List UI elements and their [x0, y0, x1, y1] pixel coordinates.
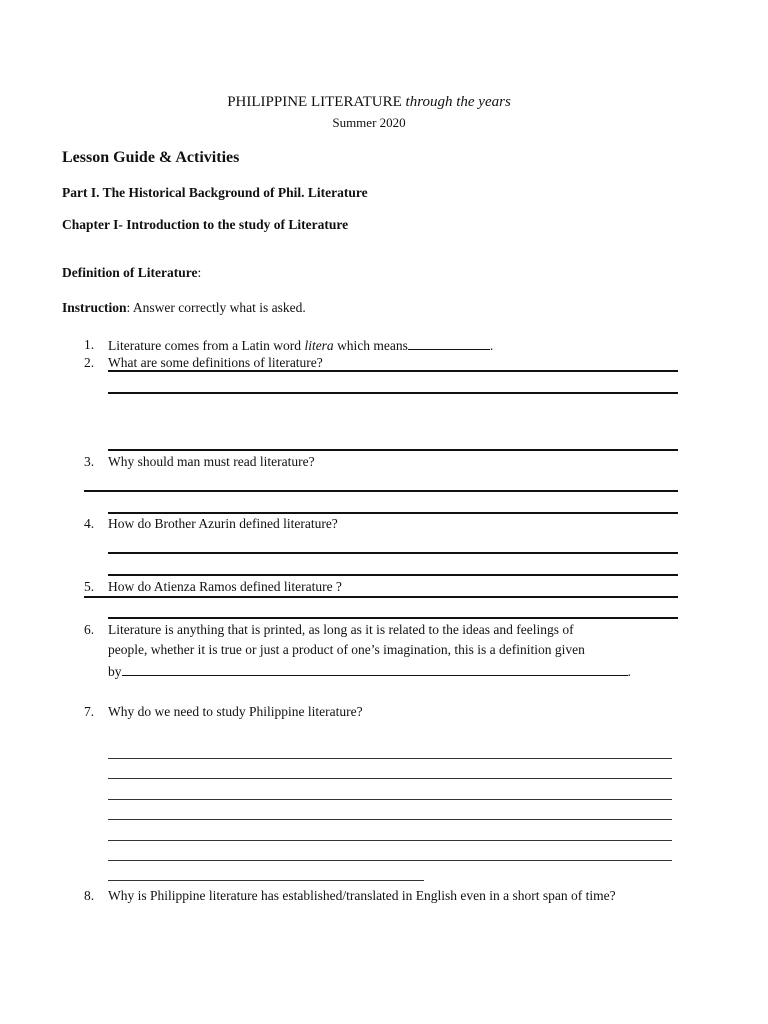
q5-answer-line[interactable]: [84, 596, 678, 598]
q1-text-italic: litera: [304, 338, 334, 353]
q2-number: 2.: [84, 355, 95, 370]
q8-number: 8.: [84, 888, 95, 903]
q1-answer-blank[interactable]: [408, 337, 490, 350]
q7-text: Why do we need to study Philippine literature?: [108, 704, 363, 719]
q6-text-line3: [108, 663, 631, 680]
q3-number: 3.: [84, 454, 95, 469]
q1-text: [108, 337, 493, 354]
q3-text: Why should man must read literature?: [108, 454, 315, 469]
definition-label: [62, 265, 201, 281]
q2-answer-line[interactable]: [108, 449, 678, 451]
q4-number: 4.: [84, 516, 95, 531]
lesson-heading: Lesson Guide & Activities: [62, 149, 240, 166]
q4-text: How do Brother Azurin defined literature?: [108, 516, 338, 531]
instruction-label: Instruction: [62, 300, 127, 315]
q7-answer-line[interactable]: [108, 758, 672, 759]
q1-number: 1.: [84, 337, 95, 352]
q2-answer-line[interactable]: [108, 392, 678, 394]
instruction-text: : Answer correctly what is asked.: [126, 300, 306, 315]
q3-answer-line[interactable]: [108, 512, 678, 514]
title-main: PHILIPPINE LITERATURE: [227, 94, 402, 110]
q8-text: Why is Philippine literature has established/translated in English even in a short span of time?: [108, 888, 616, 903]
q7-number: 7.: [84, 704, 95, 719]
q1-text-end: .: [489, 338, 494, 353]
q5-text: How do Atienza Ramos defined literature ?: [108, 579, 342, 594]
q7-answer-line[interactable]: [108, 778, 672, 779]
q2-answer-line[interactable]: [108, 370, 678, 372]
q7-answer-line[interactable]: [108, 840, 672, 841]
q7-answer-line[interactable]: [108, 860, 672, 861]
q7-answer-line[interactable]: [108, 799, 672, 800]
instruction: [62, 300, 306, 316]
q5-answer-line[interactable]: [108, 617, 678, 619]
q1-text-post: which means: [333, 338, 408, 353]
definition-label-text: Definition of Literature: [62, 265, 198, 280]
document-subtitle: Summer 2020: [332, 115, 406, 130]
definition-colon: :: [197, 265, 202, 280]
q6-answer-blank[interactable]: [122, 663, 628, 676]
part-heading: Part I. The Historical Background of Phil. Literature: [62, 185, 368, 200]
q6-text-line1: Literature is anything that is printed, as long as it is related to the ideas and feelings of: [108, 622, 574, 637]
q1-text-pre: Literature comes from a Latin word: [108, 338, 305, 353]
q6-text-by: by: [108, 664, 122, 679]
q6-text-line2: people, whether it is true or just a product of one’s imagination, this is a definition given: [108, 642, 585, 657]
document-title: [0, 94, 738, 111]
q4-answer-line[interactable]: [108, 574, 678, 576]
q2-text: What are some definitions of literature?: [108, 355, 323, 370]
q4-answer-line[interactable]: [108, 552, 678, 554]
q7-answer-line[interactable]: [108, 819, 672, 820]
q7-answer-line[interactable]: [108, 880, 424, 881]
q6-text-end: .: [627, 664, 631, 679]
title-italic: through the years: [405, 94, 511, 110]
q5-number: 5.: [84, 579, 95, 594]
q3-answer-line[interactable]: [84, 490, 678, 492]
chapter-heading: Chapter I- Introduction to the study of Literature: [62, 217, 349, 232]
q6-number: 6.: [84, 622, 95, 637]
